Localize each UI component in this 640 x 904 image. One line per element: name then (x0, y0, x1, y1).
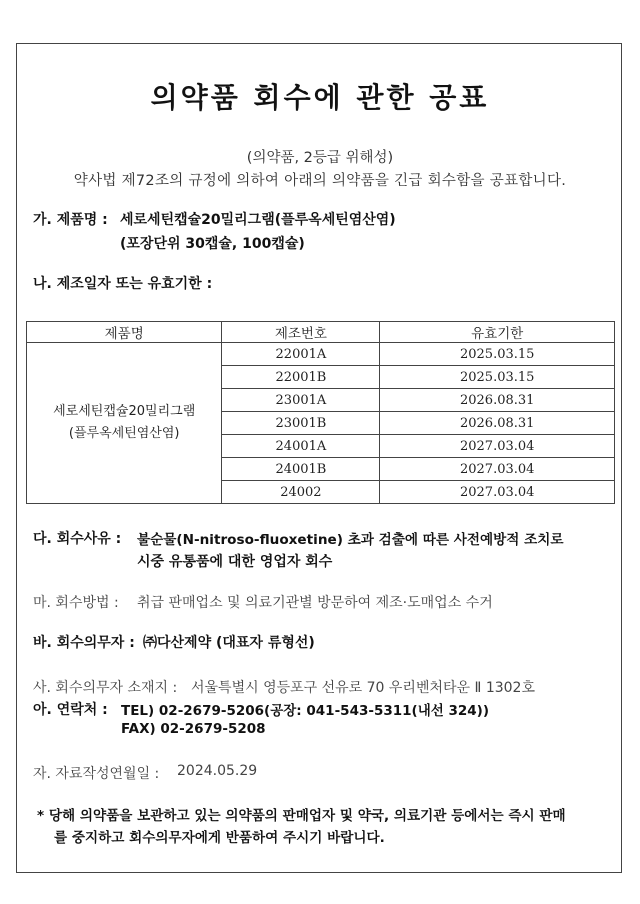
lot-table (26, 321, 615, 504)
product-name-line1: 세로세틴캡슐20밀리그램 (53, 404, 196, 419)
header-expiry-date: 유효기한 (380, 322, 615, 343)
section-na-label: 나. 제조일자 또는 유효기한 : (33, 276, 213, 292)
section-ba-label: 바. 회수의무자 : (33, 635, 135, 651)
section-ga-package-unit: (포장단위 30캡슐, 100캡슐) (120, 236, 305, 252)
lot-number-cell: 22001A (222, 343, 380, 366)
section-a-fax: FAX) 02-2679-5208 (121, 721, 266, 737)
expiry-date-cell: 2027.03.04 (380, 481, 615, 504)
product-name-line2: (플루옥세틴염산염) (68, 426, 180, 441)
expiry-date-cell: 2026.08.31 (380, 389, 615, 412)
table-row (27, 343, 615, 366)
expiry-date-cell: 2025.03.15 (380, 343, 615, 366)
section-ga-product-name: 세로세틴캡슐20밀리그램(플루옥세틴염산염) (120, 212, 396, 228)
header-lot-number: 제조번호 (222, 322, 380, 343)
product-name-cell (27, 343, 222, 504)
section-ba-company: ㈜다산제약 (대표자 류형선) (143, 635, 315, 651)
section-sa-label: 사. 회수의무자 소재지 : (33, 680, 178, 696)
expiry-date-cell: 2025.03.15 (380, 366, 615, 389)
section-a-label: 아. 연락처 : (33, 702, 108, 718)
section-a-tel: TEL) 02-2679-5206(공장: 041-543-5311(내선 324)) (121, 703, 490, 719)
footnote-line1: * 당해 의약품을 보관하고 있는 의약품의 판매업자 및 약국, 의료기관 등에서는 즉시 판매 (37, 808, 566, 824)
header-product-name: 제품명 (27, 322, 222, 343)
table-header-row (27, 322, 615, 343)
lot-number-cell: 22001B (222, 366, 380, 389)
expiry-date-cell: 2027.03.04 (380, 458, 615, 481)
footnote-line2: 를 중지하고 회수의무자에게 반품하여 주시기 바랍니다. (54, 830, 385, 846)
section-da-reason-line2: 시중 유통품에 대한 영업자 회수 (137, 554, 333, 570)
section-ja-label: 자. 자료작성연월일 : (33, 766, 160, 782)
document-title: 의약품 회수에 관한 공표 (150, 81, 490, 114)
section-ga-label: 가. 제품명 : (33, 212, 108, 228)
section-da-label: 다. 회수사유 : (33, 531, 122, 547)
expiry-date-cell: 2027.03.04 (380, 435, 615, 458)
lot-number-cell: 24001A (222, 435, 380, 458)
section-da-reason-line1: 불순물(N-nitroso-fluoxetine) 초과 검출에 따른 사전예방적 조치로 (137, 532, 564, 548)
lot-number-cell: 23001B (222, 412, 380, 435)
section-ma-method: 취급 판매업소 및 의료기관별 방문하여 제조·도매업소 수거 (137, 595, 493, 611)
document-subtitle: (의약품, 2등급 위해성) (246, 150, 394, 166)
intro-statement: 약사법 제72조의 규정에 의하여 아래의 의약품을 긴급 회수함을 공표합니다. (73, 173, 567, 189)
section-ma-label: 마. 회수방법 : (33, 595, 119, 611)
expiry-date-cell: 2026.08.31 (380, 412, 615, 435)
lot-number-cell: 24001B (222, 458, 380, 481)
lot-number-cell: 23001A (222, 389, 380, 412)
section-sa-address: 서울특별시 영등포구 선유로 70 우리벤처타운 Ⅱ 1302호 (191, 680, 535, 696)
lot-number-cell: 24002 (222, 481, 380, 504)
section-ja-date: 2024.05.29 (177, 763, 258, 779)
